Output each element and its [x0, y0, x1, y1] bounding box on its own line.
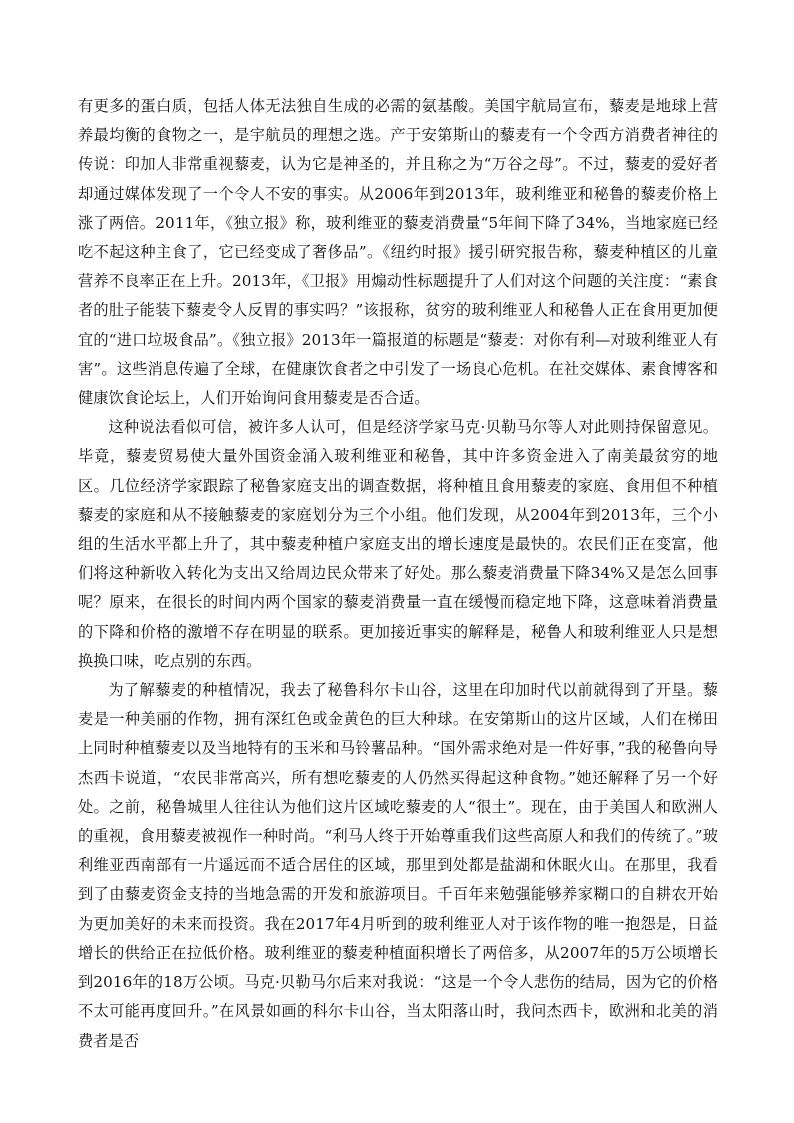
paragraph-2: 这种说法看似可信，被许多人认可，但是经济学家马克·贝勒马尔等人对此则持保留意见。毕竟，藜麦贸易使大量外国资金涌入玻利维亚和秘鲁，其中许多资金进入了南美最贫穷的地区。几位经济学家跟踪了秘鲁家庭支出的调查数据，将种植且食用藜麦的家庭、食用但不种植藜麦的家庭和从不接触藜麦的家庭划分为三个小组。他们发现，从2004年到2013年，三个小组的生活水平都上升了，其中藜麦种植户家庭支出的增长速度是最快的。农民们正在变富，他们将这种新收入转化为支出又给周边民众带来了好处。那么藜麦消费量下降34%又是怎么回事呢？原来，在很长的时间内两个国家的藜麦消费量一直在缓慢而稳定地下降，这意味着消费量的下降和价格的激增不存在明显的联系。更加接近事实的解释是，秘鲁人和玻利维亚人只是想换换口味，吃点别的东西。	[78, 418, 718, 670]
paragraph-3: 为了解藜麦的种植情况，我去了秘鲁科尔卡山谷，这里在印加时代以前就得到了开垦。藜麦是一种美丽的作物，拥有深红色或金黄色的巨大种球。在安第斯山的这片区域，人们在梯田上同时种植藜麦以及当地特有的玉米和马铃薯品种。“国外需求绝对是一件好事，”我的秘鲁向导杰西卡说道，“农民非常高兴，所有想吃藜麦的人仍然买得起这种食物。”她还解释了另一个好处。之前，秘鲁城里人往往认为他们这片区域吃藜麦的人“很土”。现在，由于美国人和欧洲人的重视，食用藜麦被视作一种时尚。“利马人终于开始尊重我们这些高原人和我们的传统了。”玻利维亚西南部有一片遥远而不适合居住的区域，那里到处都是盐湖和休眠火山。在那里，我看到了由藜麦资金支持的当地急需的开发和旅游项目。千百年来勉强能够养家糊口的自耕农开始为更加美好的未来而投资。我在2017年4月听到的玻利维亚人对于该作物的唯一抱怨是，日益增长的供给正在拉低价格。玻利维亚的藜麦种植面积增长了两倍多，从2007年的5万公顷增长到2016年的18万公顷。马克·贝勒马尔后来对我说：“这是一个令人悲伤的结局，因为它的价格不太可能再度回升。”在风景如画的科尔卡山谷，当太阳落山时，我问杰西卡，欧洲和北美的消费者是否	[78, 681, 718, 1050]
paragraph-1: 有更多的蛋白质，包括人体无法独自生成的必需的氨基酸。美国宇航局宣布，藜麦是地球上营养最均衡的食物之一，是宇航员的理想之选。产于安第斯山的藜麦有一个令西方消费者神往的传说：印加人非常重视藜麦，认为它是神圣的，并且称之为“万谷之母”。不过，藜麦的爱好者却通过媒体发现了一个令人不安的事实。从2006年到2013年，玻利维亚和秘鲁的藜麦价格上涨了两倍。2011年，《独立报》称，玻利维亚的藜麦消费量“5年间下降了34%，当地家庭已经吃不起这种主食了，它已经变成了奢侈品”。《纽约时报》援引研究报告称，藜麦种植区的儿童营养不良率正在上升。2013年，《卫报》用煽动性标题提升了人们对这个问题的关注度：“素食者的肚子能装下藜麦令人反胃的事实吗？”该报称，贫穷的玻利维亚人和秘鲁人正在食用更加便宜的“进口垃圾食品”。《独立报》2013年一篇报道的标题是“藜麦：对你有利—对玻利维亚人有害”。这些消息传遍了全球，在健康饮食者之中引发了一场良心危机。在社交媒体、素食博客和健康饮食论坛上，人们开始询问食用藜麦是否合适。	[78, 97, 718, 408]
article-body	[78, 92, 718, 1056]
